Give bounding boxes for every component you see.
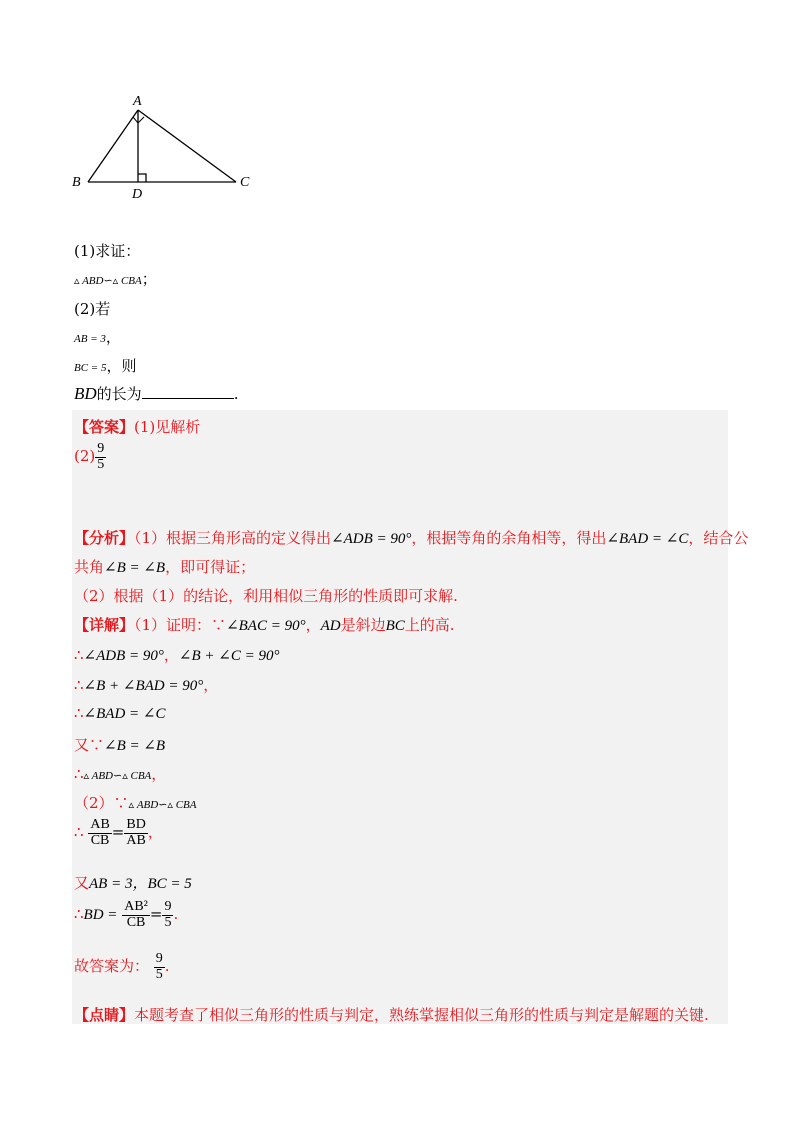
comment-line: 【点睛】本题考查了相似三角形的性质与判定，熟练掌握相似三角形的性质与判定是解题的关键. [74, 1006, 709, 1024]
question-part1-label: (1)求证： [74, 242, 141, 260]
question-part1-statement: ▵ ABD∽▵ CBA； [74, 270, 157, 288]
detail-tag: 【详解】 [74, 616, 135, 634]
similarity-statement: ▵ ABD∽▵ CBA [74, 275, 142, 287]
comment-tag: 【点睛】 [74, 1006, 135, 1024]
vertex-label-c: C [240, 175, 250, 190]
detail-line-4: ∴∠BAD = ∠C [74, 704, 166, 722]
answer-line-1: 【答案】(1)见解析 [74, 418, 201, 436]
vertex-label-d: D [132, 187, 143, 202]
given-ab: AB = 3， [74, 328, 121, 346]
answer-tag: 【答案】 [74, 418, 135, 436]
analysis-line-1: 【分析】（1）根据三角形高的定义得出∠ADB = 90°，根据等角的余角相等，得出∠BAD = ∠C，结合公 [74, 529, 749, 547]
detail-line-11: 故答案为： $\frac{9}{5}$ . [74, 951, 170, 982]
detail-line-7: （2）∵▵ ABD∽▵ CBA [74, 794, 197, 812]
side-ac [138, 110, 236, 182]
detail-line-8: ∴ $\frac{AB}{CB}$ = $\frac{BD}{AB}$ ， [74, 817, 163, 848]
answer-line-2: (2) $\frac{9}{5}$ [74, 441, 105, 472]
side-ab [88, 110, 138, 182]
vertex-label-b: B [72, 175, 81, 190]
detail-line-10: ∴BD = $\frac{\text{AB²}}{CB}$ = $\frac{9}{5}$ . [74, 899, 179, 930]
detail-line-1: 【详解】（1）证明：∵∠BAC = 90°，AD是斜边BC上的高. [74, 616, 455, 634]
given-bc: BC = 5，则 [74, 357, 137, 375]
detail-line-5: 又∵∠B = ∠B [74, 736, 166, 754]
question-bd: BD的长为 . [74, 384, 239, 403]
detail-line-9: 又AB = 3，BC = 5 [74, 874, 192, 892]
solution-panel [72, 410, 728, 1024]
detail-line-6: ∴▵ ABD∽▵ CBA， [74, 765, 167, 783]
question-part2-label: (2)若 [74, 300, 111, 318]
analysis-tag: 【分析】 [74, 529, 135, 547]
vertex-label-a: A [133, 94, 142, 109]
analysis-line-2: 共角∠B = ∠B，即可得证； [74, 558, 256, 576]
analysis-line-3: （2）根据（1）的结论，利用相似三角形的性质即可求解. [74, 587, 458, 605]
triangle-figure [60, 88, 270, 203]
detail-line-3: ∴∠B + ∠BAD = 90°， [74, 676, 219, 694]
answer-blank [142, 384, 234, 399]
detail-line-2: ∴∠ADB = 90°，∠B + ∠C = 90° [74, 646, 280, 664]
right-angle-mark-d [138, 174, 146, 182]
